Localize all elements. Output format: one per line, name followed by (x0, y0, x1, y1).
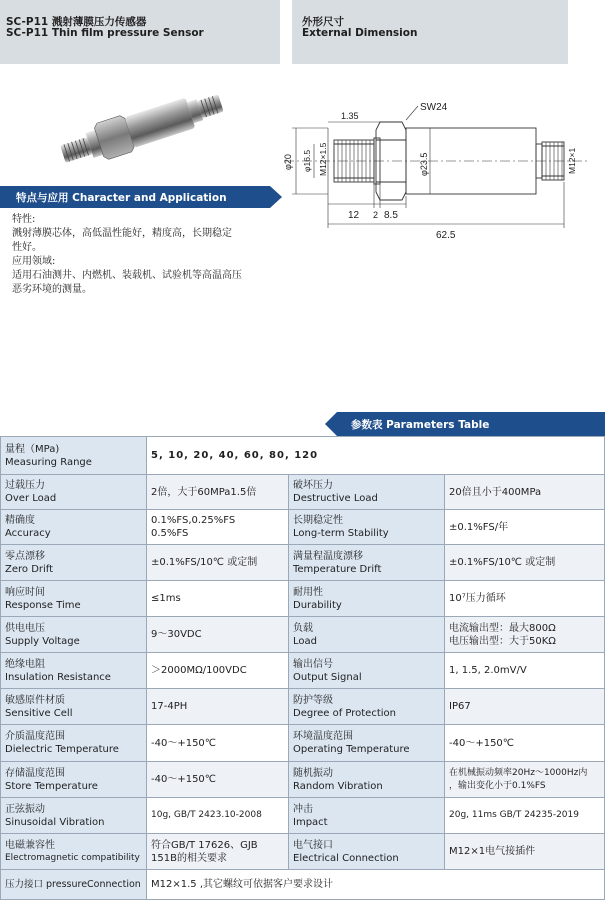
dim-d20: φ20 (283, 154, 293, 170)
param-value: 符合GB/T 17626、GJB 151B的相关要求 (147, 834, 289, 870)
sensor-photo (50, 86, 230, 166)
param-value: 20倍且小于400MPa (445, 475, 605, 510)
dim-8-5: 8.5 (384, 210, 398, 221)
param-label: 介质温度范围 Dielectric Temperature (1, 725, 147, 762)
param-value: M12×1电气接插件 (445, 834, 605, 870)
character-line: 性好。 (12, 242, 42, 253)
param-label: 敏感原件材质 Sensitive Cell (1, 689, 147, 725)
character-title: 特点与应用 Character and Application (16, 192, 227, 204)
dim-d23-5: φ23.5 (419, 152, 429, 176)
param-label: 量程（MPa) Measuring Range (1, 437, 147, 475)
param-label: 绝缘电阻 Insulation Resistance (1, 653, 147, 689)
param-label: 精确度 Accuracy (1, 510, 147, 545)
param-label: 防护等级 Degree of Protection (289, 689, 445, 725)
header-right-box (292, 0, 568, 64)
parameters-banner (337, 412, 605, 436)
param-value: 17-4PH (147, 689, 289, 725)
table-row (1, 653, 605, 689)
header-left-box (0, 0, 280, 64)
dim-sw24: SW24 (420, 102, 448, 113)
table-row (1, 617, 605, 653)
param-label: 破坏压力 Destructive Load (289, 475, 445, 510)
param-value: 在机械振动频率20Hz～1000Hz内 ，输出变化小于0.1%FS (445, 762, 605, 798)
param-value: ＞2000MΩ/100VDC (147, 653, 289, 689)
dim-1-35: 1.35 (341, 111, 359, 121)
dim-12: 12 (348, 210, 360, 221)
param-value: ±0.1%FS/10℃ 或定制 (445, 545, 605, 581)
param-value: 电流输出型：最大800Ω 电压输出型：大于50KΩ (445, 617, 605, 653)
param-label: 零点漂移 Zero Drift (1, 545, 147, 581)
param-label: 长期稳定性 Long-term Stability (289, 510, 445, 545)
product-title-cn: SC-P11 溅射薄膜压力传感器 (6, 16, 147, 28)
parameters-title: 参数表 Parameters Table (351, 419, 490, 431)
param-value: 10g, GB/T 2423.10-2008 (147, 798, 289, 834)
character-line: 恶劣环境的测量。 (12, 284, 92, 295)
dimension-title-en: External Dimension (302, 27, 418, 39)
param-value: IP67 (445, 689, 605, 725)
dim-m12-left: M12×1.5 (318, 142, 328, 176)
table-row (1, 689, 605, 725)
param-label: 压力接口 pressureConnection (1, 870, 147, 900)
param-label: 电磁兼容性 Electromagnetic compatibility (1, 834, 147, 870)
table-row (1, 475, 605, 510)
param-label: 输出信号 Output Signal (289, 653, 445, 689)
param-label: 响应时间 Response Time (1, 581, 147, 617)
param-label: 负载 Load (289, 617, 445, 653)
param-value: ±0.1%FS/年 (445, 510, 605, 545)
table-row (1, 581, 605, 617)
table-row (1, 834, 605, 870)
dimension-drawing (270, 100, 600, 250)
parameters-table (0, 436, 605, 900)
param-value: -40～+150℃ (147, 762, 289, 798)
character-line: 应用领域: (12, 256, 56, 267)
param-value: 1, 1.5, 2.0mV/V (445, 653, 605, 689)
param-label: 供电电压 Supply Voltage (1, 617, 147, 653)
param-value: ≤1ms (147, 581, 289, 617)
param-value: 9～30VDC (147, 617, 289, 653)
character-line: 特性: (12, 214, 36, 225)
param-value: -40～+150℃ (445, 725, 605, 762)
param-label: 正弦振动 Sinusoidal Vibration (1, 798, 147, 834)
character-line: 溅射薄膜芯体，高低温性能好，精度高，长期稳定 (12, 228, 232, 239)
param-value: ±0.1%FS/10℃ 或定制 (147, 545, 289, 581)
character-banner (0, 186, 270, 208)
table-row (1, 762, 605, 798)
param-label: 电气接口 Electrical Connection (289, 834, 445, 870)
table-row (1, 798, 605, 834)
param-value: -40～+150℃ (147, 725, 289, 762)
param-label: 耐用性 Durability (289, 581, 445, 617)
dimension-title-cn: 外形尺寸 (302, 16, 344, 28)
param-label: 环境温度范围 Operating Temperature (289, 725, 445, 762)
dim-62-5: 62.5 (436, 230, 456, 241)
param-value: 20g, 11ms GB/T 24235-2019 (445, 798, 605, 834)
table-row (1, 725, 605, 762)
param-value: M12×1.5 ,其它螺纹可依据客户要求设计 (147, 870, 605, 900)
param-label: 随机振动 Random Vibration (289, 762, 445, 798)
table-row (1, 437, 605, 475)
dim-d16-5: φ16.5 (302, 149, 312, 172)
param-value: 10⁷压力循环 (445, 581, 605, 617)
product-title-en: SC-P11 Thin film pressure Sensor (6, 27, 204, 39)
table-row (1, 545, 605, 581)
param-label: 冲击 Impact (289, 798, 445, 834)
character-line: 适用石油测井、内燃机、装载机、试验机等高温高压 (12, 270, 242, 281)
table-row (1, 510, 605, 545)
dim-m12-right: M12×1 (567, 147, 577, 174)
param-label: 过载压力 Over Load (1, 475, 147, 510)
param-value: 0.1%FS,0.25%FS 0.5%FS (147, 510, 289, 545)
character-text (12, 213, 266, 297)
param-label: 存储温度范围 Store Temperature (1, 762, 147, 798)
param-value: 2倍，大于60MPa1.5倍 (147, 475, 289, 510)
table-row (1, 870, 605, 900)
dim-2: 2 (373, 210, 379, 220)
param-label: 满量程温度漂移 Temperature Drift (289, 545, 445, 581)
param-value: 5, 10, 20, 40, 60, 80, 120 (147, 437, 605, 475)
